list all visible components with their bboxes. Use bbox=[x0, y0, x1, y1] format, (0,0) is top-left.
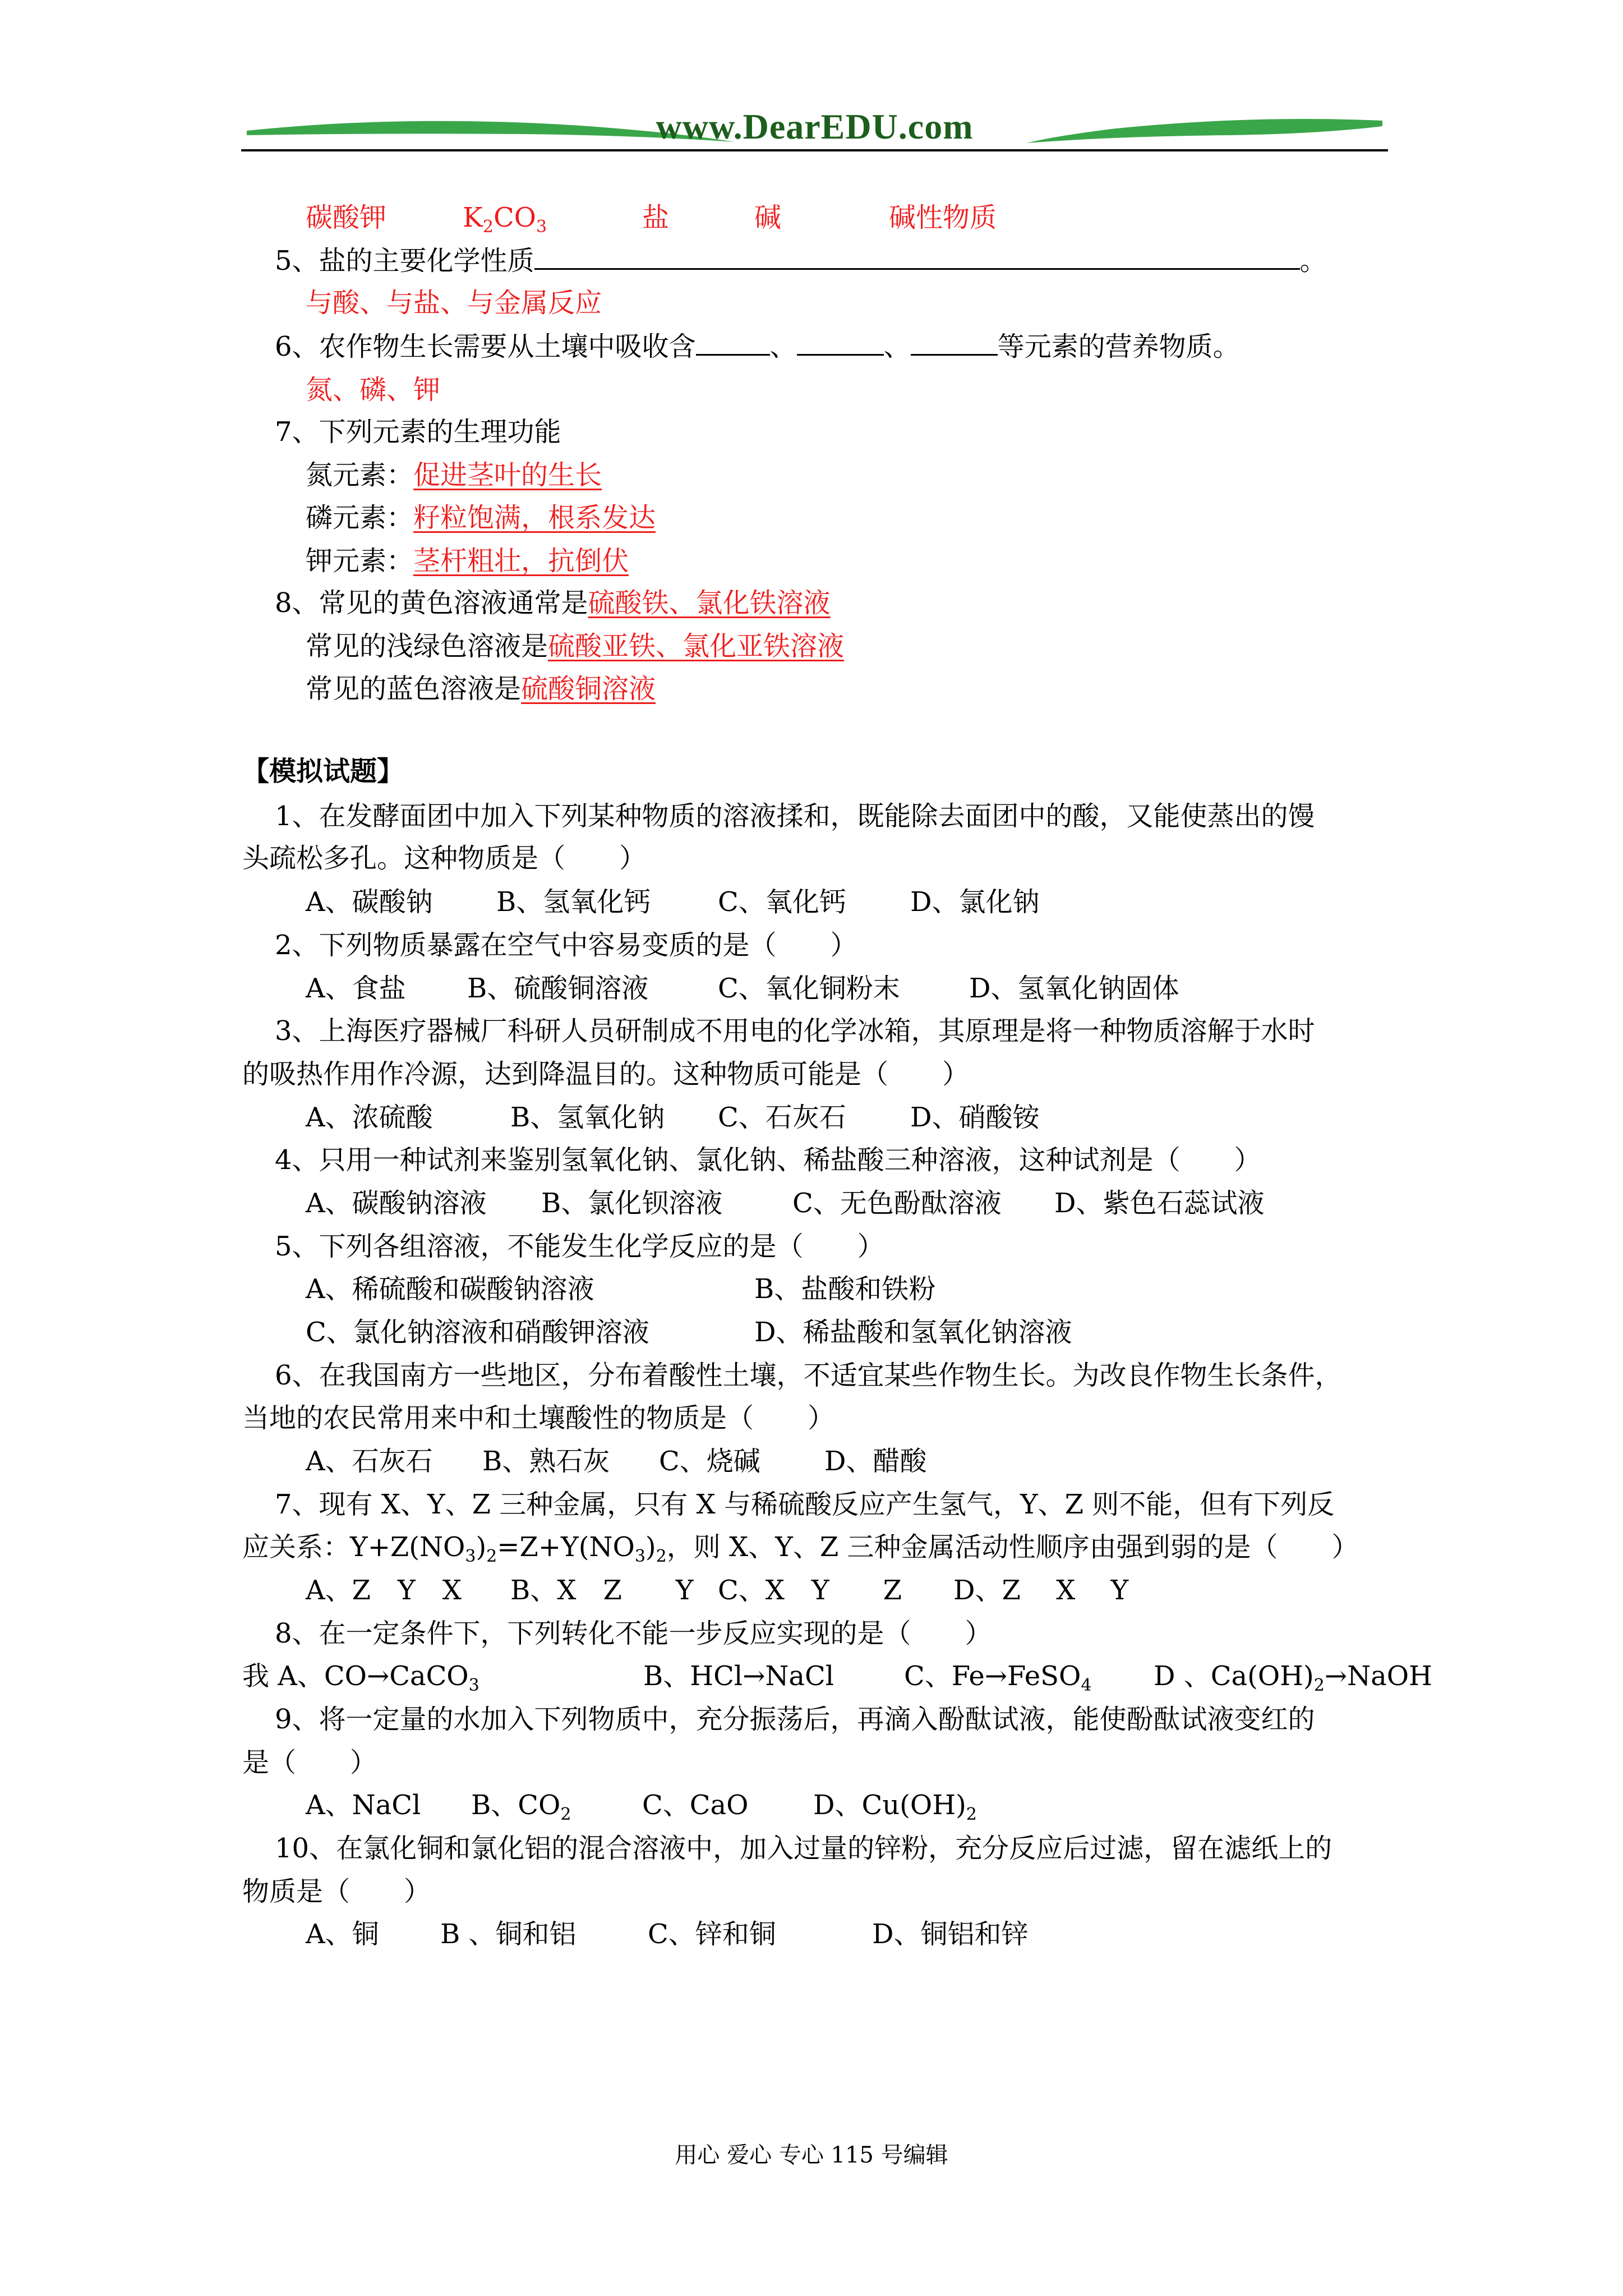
q5-end: 。 bbox=[1299, 245, 1327, 277]
option-a: A、浓硫酸 bbox=[306, 1102, 433, 1133]
option-b: B、硫酸铜溶液 bbox=[467, 973, 649, 1004]
q5-blank bbox=[534, 245, 1300, 270]
option-b: B、氢氧化钠 bbox=[510, 1102, 665, 1133]
option-d: D、紫色石蕊试液 bbox=[1054, 1188, 1265, 1219]
q6-answer: 氮、磷、钾 bbox=[306, 374, 441, 406]
mock-q8-options bbox=[242, 1659, 1432, 1695]
q4-property: 碱 bbox=[754, 202, 782, 233]
option-d: D、醋酸 bbox=[824, 1446, 927, 1477]
mock-q8-line1: 8、在一定条件下，下列转化不能一步反应实现的是（ ） bbox=[275, 1618, 992, 1649]
q7-potassium bbox=[306, 544, 629, 578]
mock-q9-line1: 9、将一定量的水加入下列物质中，充分振荡后，再滴入酚酞试液，能使酚酞试液变红的 bbox=[275, 1704, 1315, 1735]
mock-q6-line2: 当地的农民常用来中和土壤酸性的物质是（ ） bbox=[242, 1402, 835, 1434]
mock-q4-line1: 4、只用一种试剂来鉴别氢氧化钠、氯化钠、稀盐酸三种溶液，这种试剂是（ ） bbox=[275, 1144, 1261, 1176]
q4-answer-row bbox=[306, 201, 997, 237]
option-b: B、氢氧化钙 bbox=[496, 886, 651, 918]
mock-q9-options bbox=[306, 1788, 977, 1824]
mock-q5-options-row2 bbox=[306, 1315, 1072, 1349]
mock-q5-line1: 5、下列各组溶液，不能发生化学反应的是（ ） bbox=[275, 1231, 884, 1262]
q8-blue-label: 常见的蓝色溶液是 bbox=[306, 673, 522, 705]
q6-end: 等元素的营养物质。 bbox=[997, 331, 1240, 362]
q5-answer: 与酸、与盐、与金属反应 bbox=[306, 287, 602, 319]
mock-q10-options bbox=[306, 1917, 1029, 1951]
mock-q1-line1: 1、在发酵面团中加入下列某种物质的溶液揉和，既能除去面团中的酸，又能使蒸出的馒 bbox=[275, 800, 1315, 832]
option-a: A、稀硫酸和碳酸钠溶液 bbox=[306, 1273, 594, 1305]
q8-yellow bbox=[275, 586, 831, 620]
q7-phosphorus-answer: 籽粒饱满，根系发达 bbox=[413, 502, 656, 533]
q4-nature: 碱性物质 bbox=[889, 202, 997, 233]
mock-q10-line1: 10、在氯化铜和氯化铝的混合溶液中，加入过量的锌粉，充分反应后过滤，留在滤纸上的 bbox=[275, 1833, 1332, 1864]
q7-nitrogen-answer: 促进茎叶的生长 bbox=[413, 459, 602, 491]
q7-nitrogen-label: 氮元素： bbox=[306, 459, 414, 491]
option-b: B、X Z Y bbox=[510, 1575, 694, 1606]
q8-blue bbox=[306, 672, 656, 706]
q8-green bbox=[306, 629, 844, 663]
option-a: A、铜 bbox=[306, 1918, 379, 1950]
q7-potassium-answer: 茎杆粗壮，抗倒伏 bbox=[413, 545, 629, 577]
option-c: C、CaO bbox=[642, 1789, 749, 1821]
mock-q2-options bbox=[306, 972, 1179, 1005]
q4-formula: $K_2CO_3$ bbox=[463, 202, 547, 237]
option-b: B 、铜和铝 bbox=[440, 1918, 577, 1950]
option-d: D、Z X Y bbox=[953, 1575, 1129, 1606]
option-c: C、氯化钠溶液和硝酸钾溶液 bbox=[306, 1317, 649, 1348]
option-a: A、食盐 bbox=[306, 973, 406, 1004]
q6-prompt: 6、农作物生长需要从土壤中吸收含 bbox=[275, 331, 696, 362]
option-a: A、碳酸钠溶液 bbox=[306, 1188, 487, 1219]
mock-q3-options bbox=[306, 1101, 1040, 1134]
option-d: D、氢氧化钠固体 bbox=[969, 973, 1179, 1004]
option-b: B、氯化钡溶液 bbox=[541, 1188, 723, 1219]
mock-q5-options-row1 bbox=[306, 1272, 936, 1306]
review-q5 bbox=[275, 244, 1327, 278]
q5-prompt: 5、盐的主要化学性质 bbox=[275, 245, 534, 277]
option-d: D、稀盐酸和氢氧化钠溶液 bbox=[754, 1317, 1072, 1348]
option-c: C、烧碱 bbox=[659, 1446, 760, 1477]
mock-q2-line1: 2、下列物质暴露在空气中容易变质的是（ ） bbox=[275, 930, 857, 961]
q4-name: 碳酸钾 bbox=[306, 202, 387, 233]
option-b: B、熟石灰 bbox=[482, 1446, 610, 1477]
option-d: D、$Cu(OH)_2$ bbox=[813, 1789, 977, 1824]
q8-yellow-answer: 硫酸铁、氯化铁溶液 bbox=[588, 587, 831, 619]
mock-q7-options bbox=[306, 1573, 1129, 1607]
option-b: B、盐酸和铁粉 bbox=[754, 1273, 936, 1305]
mock-q10-line2: 物质是（ ） bbox=[242, 1876, 431, 1907]
q6-blank-2 bbox=[797, 330, 884, 356]
option-b: B、HCl→NaCl bbox=[643, 1660, 834, 1692]
mock-q4-options bbox=[306, 1186, 1265, 1220]
q6-blank-3 bbox=[911, 330, 998, 356]
review-q6 bbox=[275, 330, 1240, 364]
header-divider bbox=[241, 149, 1388, 151]
option-c: C、无色酚酞溶液 bbox=[792, 1188, 1002, 1219]
option-a: A、碳酸钠 bbox=[306, 886, 433, 918]
mock-q3-line2: 的吸热作用作冷源，达到降温目的。这种物质可能是（ ） bbox=[242, 1059, 970, 1090]
q6-blank-1 bbox=[696, 330, 770, 356]
q8-yellow-label: 8、常见的黄色溶液通常是 bbox=[275, 587, 588, 619]
q8-blue-answer: 硫酸铜溶液 bbox=[521, 673, 656, 705]
q4-category: 盐 bbox=[642, 202, 670, 233]
q7-potassium-label: 钾元素： bbox=[306, 545, 414, 577]
option-a: A、NaCl bbox=[306, 1789, 421, 1821]
option-d: D、硝酸铵 bbox=[910, 1102, 1040, 1133]
option-c: C、X Y Z bbox=[718, 1575, 902, 1606]
q7-phosphorus bbox=[306, 501, 656, 535]
option-d: D、铜铝和锌 bbox=[872, 1918, 1029, 1950]
option-d: D 、$Ca(OH)_2\to NaOH$ bbox=[1154, 1660, 1432, 1695]
mock-q3-line1: 3、上海医疗器械厂科研人员研制成不用电的化学冰箱，其原理是将一种物质溶解于水时 bbox=[275, 1015, 1315, 1047]
option-d: D、氯化钠 bbox=[910, 886, 1040, 918]
option-a: A、Z Y X bbox=[306, 1575, 462, 1606]
q7-phosphorus-label: 磷元素： bbox=[306, 502, 414, 533]
mock-q1-line2: 头疏松多孔。这种物质是（ ） bbox=[242, 843, 647, 874]
mock-q7-line1: 7、现有 X、Y、Z 三种金属，只有 X 与稀硫酸反应产生氢气，Y、Z 则不能，但有下列反 bbox=[275, 1489, 1335, 1520]
option-c: C、Fe→FeSO$_4$ bbox=[904, 1660, 1092, 1695]
mock-q6-line1: 6、在我国南方一些地区，分布着酸性土壤，不适宜某些作物生长。为改良作物生长条件， bbox=[275, 1360, 1342, 1391]
mock-q6-options bbox=[306, 1444, 927, 1478]
site-logo-text: www.DearEDU.com bbox=[656, 107, 974, 146]
option-c: C、氧化铜粉末 bbox=[718, 973, 900, 1004]
q8-green-answer: 硫酸亚铁、氯化亚铁溶液 bbox=[548, 631, 845, 662]
site-header bbox=[241, 104, 1388, 160]
page-footer: 用心 爱心 专心 115 号编辑 bbox=[675, 2142, 948, 2168]
option-c: C、氧化钙 bbox=[718, 886, 846, 918]
section-title: 【模拟试题】 bbox=[242, 756, 404, 787]
mock-q1-options bbox=[306, 885, 1040, 919]
option-a: 我 A、CO→CaCO$_3$ bbox=[242, 1660, 479, 1695]
q7-nitrogen bbox=[306, 458, 602, 492]
q8-green-label: 常见的浅绿色溶液是 bbox=[306, 631, 548, 662]
mock-q9-line2: 是（ ） bbox=[242, 1747, 377, 1778]
option-b: B、$CO_2$ bbox=[471, 1789, 571, 1824]
option-c: C、石灰石 bbox=[718, 1102, 846, 1133]
option-a: A、石灰石 bbox=[306, 1446, 433, 1477]
q6-sep-1: 、 bbox=[769, 331, 797, 362]
mock-q7-line2: 应关系：$Y+Z(NO_3)_2=Z+Y(NO_3)_2$，则 X、Y、Z 三种金属活动性顺序由强到弱的是（ ） bbox=[242, 1531, 1359, 1566]
review-q7: 7、下列元素的生理功能 bbox=[275, 416, 561, 448]
q6-sep-2: 、 bbox=[883, 331, 911, 362]
option-c: C、锌和铜 bbox=[648, 1918, 776, 1950]
